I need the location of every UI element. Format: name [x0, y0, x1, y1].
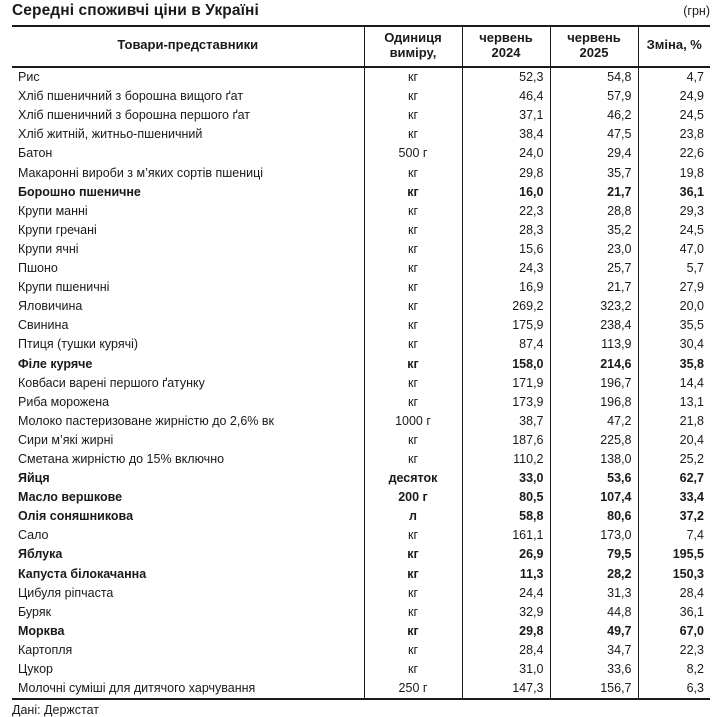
table-row	[12, 335, 710, 354]
cell-change: 25,2	[679, 451, 704, 466]
cell-price-2024: 52,3	[462, 67, 550, 87]
cell-change: 36,1	[679, 184, 704, 199]
cell-price-2024: 187,6	[462, 431, 550, 450]
cell-product: Молочні суміші для дитячого харчування	[12, 679, 364, 699]
cell-unit: кг	[364, 221, 462, 240]
table-row	[12, 469, 710, 488]
cell-unit: кг	[364, 622, 462, 641]
cell-product: Крупи пшеничні	[18, 280, 110, 295]
cell-change: 20,4	[679, 432, 704, 447]
cell-price-2024: 173,9	[462, 393, 550, 412]
column-header-june-2024-line1: червень	[479, 30, 533, 45]
cell-unit: кг	[364, 297, 462, 316]
cell-price-2024: 22,3	[462, 202, 550, 221]
cell-change: 33,4	[679, 490, 704, 505]
cell-price-2025: 107,4	[550, 488, 638, 507]
table-header-row	[12, 27, 710, 67]
cell-price-2024: 33,0	[462, 469, 550, 488]
table-row	[12, 412, 710, 431]
consumer-prices-table	[12, 27, 710, 700]
cell-change: 20,0	[679, 299, 704, 314]
cell-change: 24,9	[679, 89, 704, 104]
cell-product: Філе куряче	[18, 356, 93, 371]
cell-change: 21,8	[679, 413, 704, 428]
cell-price-2024: 16,9	[462, 278, 550, 297]
cell-price-2024: 147,3	[462, 679, 550, 699]
cell-price-2025: 54,8	[550, 67, 638, 87]
cell-price-2024: 58,8	[462, 507, 550, 526]
cell-product: Крупи ячні	[18, 241, 79, 256]
table-row	[12, 355, 710, 374]
table-row	[12, 565, 710, 584]
cell-price-2024: 38,4	[462, 125, 550, 144]
cell-product: Хліб пшеничний з борошна вищого ґат	[18, 89, 244, 104]
cell-unit: 1000 г	[364, 412, 462, 431]
table-row	[12, 488, 710, 507]
cell-price-2024: 31,0	[462, 660, 550, 679]
column-header-june-2025-line1: червень	[567, 30, 621, 45]
table-row	[12, 67, 710, 87]
table-row	[12, 259, 710, 278]
column-header-june-2024	[462, 27, 550, 67]
cell-product: Сало	[18, 528, 49, 543]
cell-change: 28,4	[679, 585, 704, 600]
cell-product: Макаронні вироби з м’яких сортів пшениці	[18, 165, 264, 180]
cell-price-2025: 23,0	[550, 240, 638, 259]
cell-product: Крупи манні	[18, 203, 88, 218]
table-row	[12, 393, 710, 412]
cell-unit: кг	[364, 374, 462, 393]
page-header	[12, 0, 710, 24]
cell-product: Сметана жирністю до 15% включно	[18, 451, 225, 466]
cell-product: Риба морожена	[18, 394, 110, 409]
cell-unit: 500 г	[364, 144, 462, 163]
cell-price-2024: 158,0	[462, 355, 550, 374]
table-row	[12, 660, 710, 679]
cell-product: Птиця (тушки курячі)	[18, 337, 139, 352]
cell-price-2025: 80,6	[550, 507, 638, 526]
table-row	[12, 297, 710, 316]
table-row	[12, 240, 710, 259]
cell-price-2024: 24,3	[462, 259, 550, 278]
cell-price-2024: 269,2	[462, 297, 550, 316]
cell-unit: 200 г	[364, 488, 462, 507]
cell-product: Молоко пастеризоване жирністю до 2,6% вк	[18, 413, 275, 428]
cell-price-2025: 46,2	[550, 106, 638, 125]
cell-unit: кг	[364, 202, 462, 221]
cell-change: 35,5	[679, 318, 704, 333]
cell-unit: кг	[364, 660, 462, 679]
column-header-june-2025	[550, 27, 638, 67]
column-header-june-2025-line2: 2025	[579, 44, 609, 60]
cell-product: Яловичина	[18, 299, 83, 314]
cell-unit: кг	[364, 183, 462, 202]
cell-unit: кг	[364, 67, 462, 87]
cell-product: Масло вершкове	[18, 490, 123, 505]
cell-unit: кг	[364, 316, 462, 335]
cell-unit: кг	[364, 335, 462, 354]
cell-change: 195,5	[672, 547, 704, 562]
cell-price-2025: 156,7	[550, 679, 638, 699]
table-row	[12, 584, 710, 603]
column-header-unit-line2: виміру,	[389, 44, 437, 60]
cell-change: 19,8	[679, 165, 704, 180]
table-row	[12, 622, 710, 641]
cell-price-2025: 173,0	[550, 526, 638, 545]
page-title: Середні споживчі ціни в Україні	[12, 2, 259, 19]
cell-change: 62,7	[679, 471, 704, 486]
table-row	[12, 374, 710, 393]
cell-product: Цукор	[18, 662, 54, 676]
cell-price-2025: 35,2	[550, 221, 638, 240]
cell-change: 24,5	[679, 222, 704, 237]
cell-unit: десяток	[364, 469, 462, 488]
cell-product: Капуста білокачанна	[18, 566, 147, 581]
cell-product: Борошно пшеничне	[18, 184, 141, 199]
table-row	[12, 545, 710, 564]
table-row	[12, 202, 710, 221]
cell-product: Сири м’які жирні	[18, 432, 114, 447]
table-row	[12, 603, 710, 622]
cell-unit: кг	[364, 393, 462, 412]
cell-unit: кг	[364, 87, 462, 106]
table-row	[12, 507, 710, 526]
cell-change: 13,1	[679, 394, 704, 409]
cell-unit: кг	[364, 259, 462, 278]
cell-price-2025: 323,2	[550, 297, 638, 316]
cell-price-2025: 113,9	[550, 335, 638, 354]
cell-price-2024: 110,2	[462, 450, 550, 469]
cell-unit: кг	[364, 355, 462, 374]
cell-price-2024: 161,1	[462, 526, 550, 545]
cell-unit: 250 г	[364, 679, 462, 699]
cell-product: Хліб пшеничний з борошна першого ґат	[18, 108, 251, 123]
cell-price-2025: 53,6	[550, 469, 638, 488]
cell-price-2025: 49,7	[550, 622, 638, 641]
cell-price-2024: 175,9	[462, 316, 550, 335]
cell-change: 8,2	[686, 662, 704, 676]
table-row	[12, 144, 710, 163]
cell-unit: кг	[364, 603, 462, 622]
table-row	[12, 164, 710, 183]
cell-price-2025: 33,6	[550, 660, 638, 679]
cell-price-2025: 214,6	[550, 355, 638, 374]
cell-product: Хліб житній, житньо-пшеничний	[18, 127, 203, 142]
cell-price-2025: 29,4	[550, 144, 638, 163]
cell-price-2025: 28,8	[550, 202, 638, 221]
cell-price-2025: 21,7	[550, 183, 638, 202]
cell-change: 24,5	[679, 108, 704, 123]
table-row	[12, 183, 710, 202]
table-row	[12, 641, 710, 660]
cell-price-2024: 16,0	[462, 183, 550, 202]
cell-price-2024: 28,4	[462, 641, 550, 660]
cell-product: Морква	[18, 623, 65, 638]
cell-price-2025: 196,7	[550, 374, 638, 393]
cell-price-2024: 87,4	[462, 335, 550, 354]
table-body	[12, 67, 710, 699]
cell-price-2024: 26,9	[462, 545, 550, 564]
cell-product: Яйця	[18, 471, 50, 486]
cell-change: 37,2	[679, 509, 704, 524]
cell-product: Рис	[18, 70, 40, 85]
cell-price-2024: 24,0	[462, 144, 550, 163]
cell-product: Крупи гречані	[18, 222, 97, 237]
cell-price-2025: 196,8	[550, 393, 638, 412]
cell-product: Олія соняшникова	[18, 509, 134, 524]
table-row	[12, 278, 710, 297]
cell-change: 6,3	[638, 679, 710, 699]
cell-price-2024: 24,4	[462, 584, 550, 603]
cell-price-2025: 21,7	[550, 278, 638, 297]
cell-price-2024: 29,8	[462, 164, 550, 183]
cell-price-2024: 37,1	[462, 106, 550, 125]
cell-change: 7,4	[686, 528, 704, 543]
cell-unit: кг	[364, 450, 462, 469]
cell-unit: кг	[364, 106, 462, 125]
column-header-june-2024-line2: 2024	[491, 44, 521, 60]
cell-price-2025: 34,7	[550, 641, 638, 660]
table-row	[12, 679, 710, 699]
cell-change: 47,0	[679, 241, 704, 256]
cell-change: 22,6	[679, 146, 704, 161]
cell-unit: кг	[364, 565, 462, 584]
table-row	[12, 87, 710, 106]
cell-unit: кг	[364, 240, 462, 259]
cell-price-2024: 171,9	[462, 374, 550, 393]
cell-product: Буряк	[18, 604, 52, 619]
currency-note: (грн)	[683, 4, 710, 18]
cell-price-2025: 35,7	[550, 164, 638, 183]
cell-price-2024: 15,6	[462, 240, 550, 259]
cell-change: 23,8	[679, 127, 704, 142]
cell-change: 4,7	[686, 70, 704, 85]
cell-price-2025: 47,5	[550, 125, 638, 144]
cell-unit: кг	[364, 526, 462, 545]
column-header-product: Товари-представники	[12, 27, 364, 67]
column-header-change: Зміна, %	[638, 27, 710, 67]
cell-unit: кг	[364, 431, 462, 450]
table-row	[12, 431, 710, 450]
cell-change: 14,4	[679, 375, 704, 390]
cell-change: 35,8	[679, 356, 704, 371]
table-row	[12, 450, 710, 469]
cell-product: Пшоно	[18, 261, 58, 276]
cell-change: 5,7	[686, 261, 704, 276]
cell-price-2025: 25,7	[550, 259, 638, 278]
cell-change: 22,3	[679, 642, 704, 657]
cell-price-2025: 225,8	[550, 431, 638, 450]
cell-product: Свинина	[18, 318, 69, 333]
cell-price-2024: 11,3	[462, 565, 550, 584]
cell-price-2025: 138,0	[550, 450, 638, 469]
cell-price-2024: 46,4	[462, 87, 550, 106]
cell-product: Картопля	[18, 642, 73, 657]
cell-price-2025: 57,9	[550, 87, 638, 106]
cell-price-2024: 29,8	[462, 622, 550, 641]
cell-change: 29,3	[679, 203, 704, 218]
cell-price-2025: 47,2	[550, 412, 638, 431]
cell-price-2025: 28,2	[550, 565, 638, 584]
cell-price-2024: 28,3	[462, 221, 550, 240]
cell-price-2024: 32,9	[462, 603, 550, 622]
cell-unit: кг	[364, 545, 462, 564]
column-header-unit	[364, 27, 462, 67]
cell-price-2024: 38,7	[462, 412, 550, 431]
table-row	[12, 526, 710, 545]
cell-price-2025: 31,3	[550, 584, 638, 603]
cell-product: Цибуля ріпчаста	[18, 585, 114, 600]
cell-product: Батон	[18, 146, 53, 161]
cell-unit: кг	[364, 641, 462, 660]
cell-unit: кг	[364, 125, 462, 144]
cell-product: Яблука	[18, 547, 63, 562]
table-row	[12, 316, 710, 335]
column-header-unit-line1: Одиниця	[384, 30, 442, 45]
cell-unit: кг	[364, 584, 462, 603]
table-row	[12, 221, 710, 240]
cell-price-2025: 79,5	[550, 545, 638, 564]
cell-price-2024: 80,5	[462, 488, 550, 507]
cell-change: 36,1	[679, 604, 704, 619]
cell-unit: кг	[364, 164, 462, 183]
cell-price-2025: 44,8	[550, 603, 638, 622]
table-row	[12, 106, 710, 125]
cell-change: 67,0	[679, 623, 704, 638]
cell-product: Ковбаси варені першого ґатунку	[18, 375, 205, 390]
cell-unit: кг	[364, 278, 462, 297]
cell-change: 30,4	[679, 337, 704, 352]
cell-price-2025: 238,4	[550, 316, 638, 335]
cell-change: 150,3	[672, 566, 704, 581]
cell-unit: л	[364, 507, 462, 526]
cell-change: 27,9	[679, 280, 704, 295]
table-row	[12, 125, 710, 144]
source-note: Дані: Держстат	[12, 703, 100, 717]
